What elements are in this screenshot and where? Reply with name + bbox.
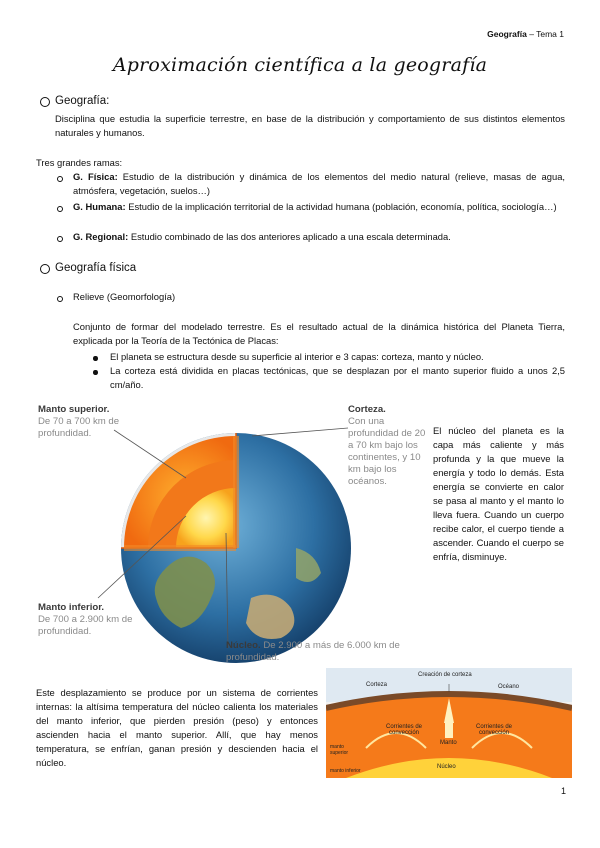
branch-item	[73, 200, 565, 214]
page-number: 1	[560, 786, 566, 796]
manto-superior-label	[38, 404, 148, 440]
branches-intro: Tres grandes ramas:	[36, 157, 123, 168]
header-subject: Geografía	[487, 29, 527, 39]
section-bullet-icon	[40, 97, 50, 107]
sub-bullet-icon	[57, 296, 63, 302]
section-bullet-icon	[40, 264, 50, 274]
nucleo-side-text: El núcleo del planeta es la capa más caliente y más profunda y la que mueve la energía y todo lo demás. Esta energía se convierte en calor se pasa al manto y el manto lo lleva fuera. Cuando un cuerpo recibe calor, el cuerpo tiende a ascender. Cuando el cuerpo se enfría, disminuye.	[433, 425, 564, 562]
nucleo-label	[226, 640, 426, 664]
manto-inferior-caption: manto inferior	[330, 768, 361, 774]
branch-name: G. Humana:	[73, 201, 126, 212]
label-desc: De 70 a 700 km de profundidad.	[38, 416, 120, 439]
manto-superior-caption: manto superior	[330, 744, 349, 756]
label-desc: De 2.900 a más de 6.000 km de profundidad.	[226, 640, 400, 663]
label-desc: De 700 a 2.900 km de profundidad.	[38, 614, 133, 637]
manto-caption: Manto	[440, 740, 457, 746]
page-header	[487, 29, 564, 39]
creacion-caption: Creación de corteza	[418, 672, 472, 678]
relieve-paragraph: Conjunto de formar del modelado terrestre. Es el resultado actual de la dinámica histórica del Planeta Tierra, explicada por la Teoría de la Tectónica de Placas:	[73, 321, 565, 346]
heading-colon: :	[106, 95, 110, 107]
manto-inferior-label	[38, 602, 148, 638]
page-title: Aproximación científica a la geografía	[112, 54, 488, 76]
definition-text: Disciplina que estudia la superficie terrestre, en base de la distribución y comportamiento de sus distintos elementos naturales y humanos.	[55, 113, 565, 138]
corteza-caption: Corteza	[366, 682, 388, 688]
corteza-label	[348, 404, 428, 488]
point-bullet-icon	[93, 356, 98, 361]
header-rest: – Tema 1	[526, 29, 564, 39]
branch-name: G. Física:	[73, 171, 118, 182]
relieve-subheading: Relieve (Geomorfología)	[73, 291, 176, 302]
branch-item	[73, 170, 565, 198]
section-heading-geografia	[55, 95, 109, 107]
label-title: Corteza.	[348, 404, 386, 415]
branch-name: G. Regional:	[73, 231, 129, 242]
branch-text: Estudio combinado de las dos anteriores aplicado a una escala determinada.	[128, 231, 451, 242]
point-text: El planeta se estructura desde su superficie al interior e 3 capas: corteza, manto y núcleo.	[110, 351, 484, 362]
label-title: Núcleo.	[226, 640, 261, 651]
branch-item	[73, 230, 565, 244]
oceano-caption: Océano	[498, 684, 520, 690]
point-text: La corteza está dividida en placas tectónicas, que se desplazan por el manto superior fluido a unos 2,5 cm/año.	[110, 365, 565, 390]
sub-bullet-icon	[57, 236, 63, 242]
convection-illustration	[326, 668, 572, 778]
sub-bullet-icon	[57, 206, 63, 212]
earth-layers-figure	[36, 398, 428, 670]
convection-text: Este desplazamiento se produce por un sistema de corrientes internas: la altísima temperatura del núcleo calienta los materiales del manto inferior, que pierden presión (peso) y entonces ascienden hacia el manto superior. Allí, que hay menos temperatura, se enfrían, ganan presión y descienden hacia el núcleo.	[36, 687, 318, 768]
label-title: Manto superior.	[38, 404, 110, 415]
heading-text: Geografía	[55, 95, 107, 107]
sub-bullet-icon	[57, 176, 63, 182]
branch-text: Estudio de la implicación territorial de la actividad humana (población, economía, política, sociología…)	[125, 201, 557, 212]
branch-text: Estudio de la distribución y dinámica de los elementos del medio natural (relieve, masas de agua, atmósfera, vegetación, suelos…)	[73, 171, 566, 196]
convection-figure	[326, 668, 572, 778]
label-title: Manto inferior.	[38, 602, 105, 613]
label-desc: Con una profundidad de 20 a 70 km bajo los continentes, y 10 km bajo los océanos.	[348, 416, 426, 487]
section-heading-geografia-fisica: Geografía física	[55, 262, 137, 274]
nucleo-caption: Núcleo	[437, 764, 456, 770]
point-bullet-icon	[93, 370, 98, 375]
corrientes-left-caption: Corrientes de convección	[385, 724, 423, 736]
corrientes-right-caption: Corrientes de convección	[475, 724, 513, 736]
